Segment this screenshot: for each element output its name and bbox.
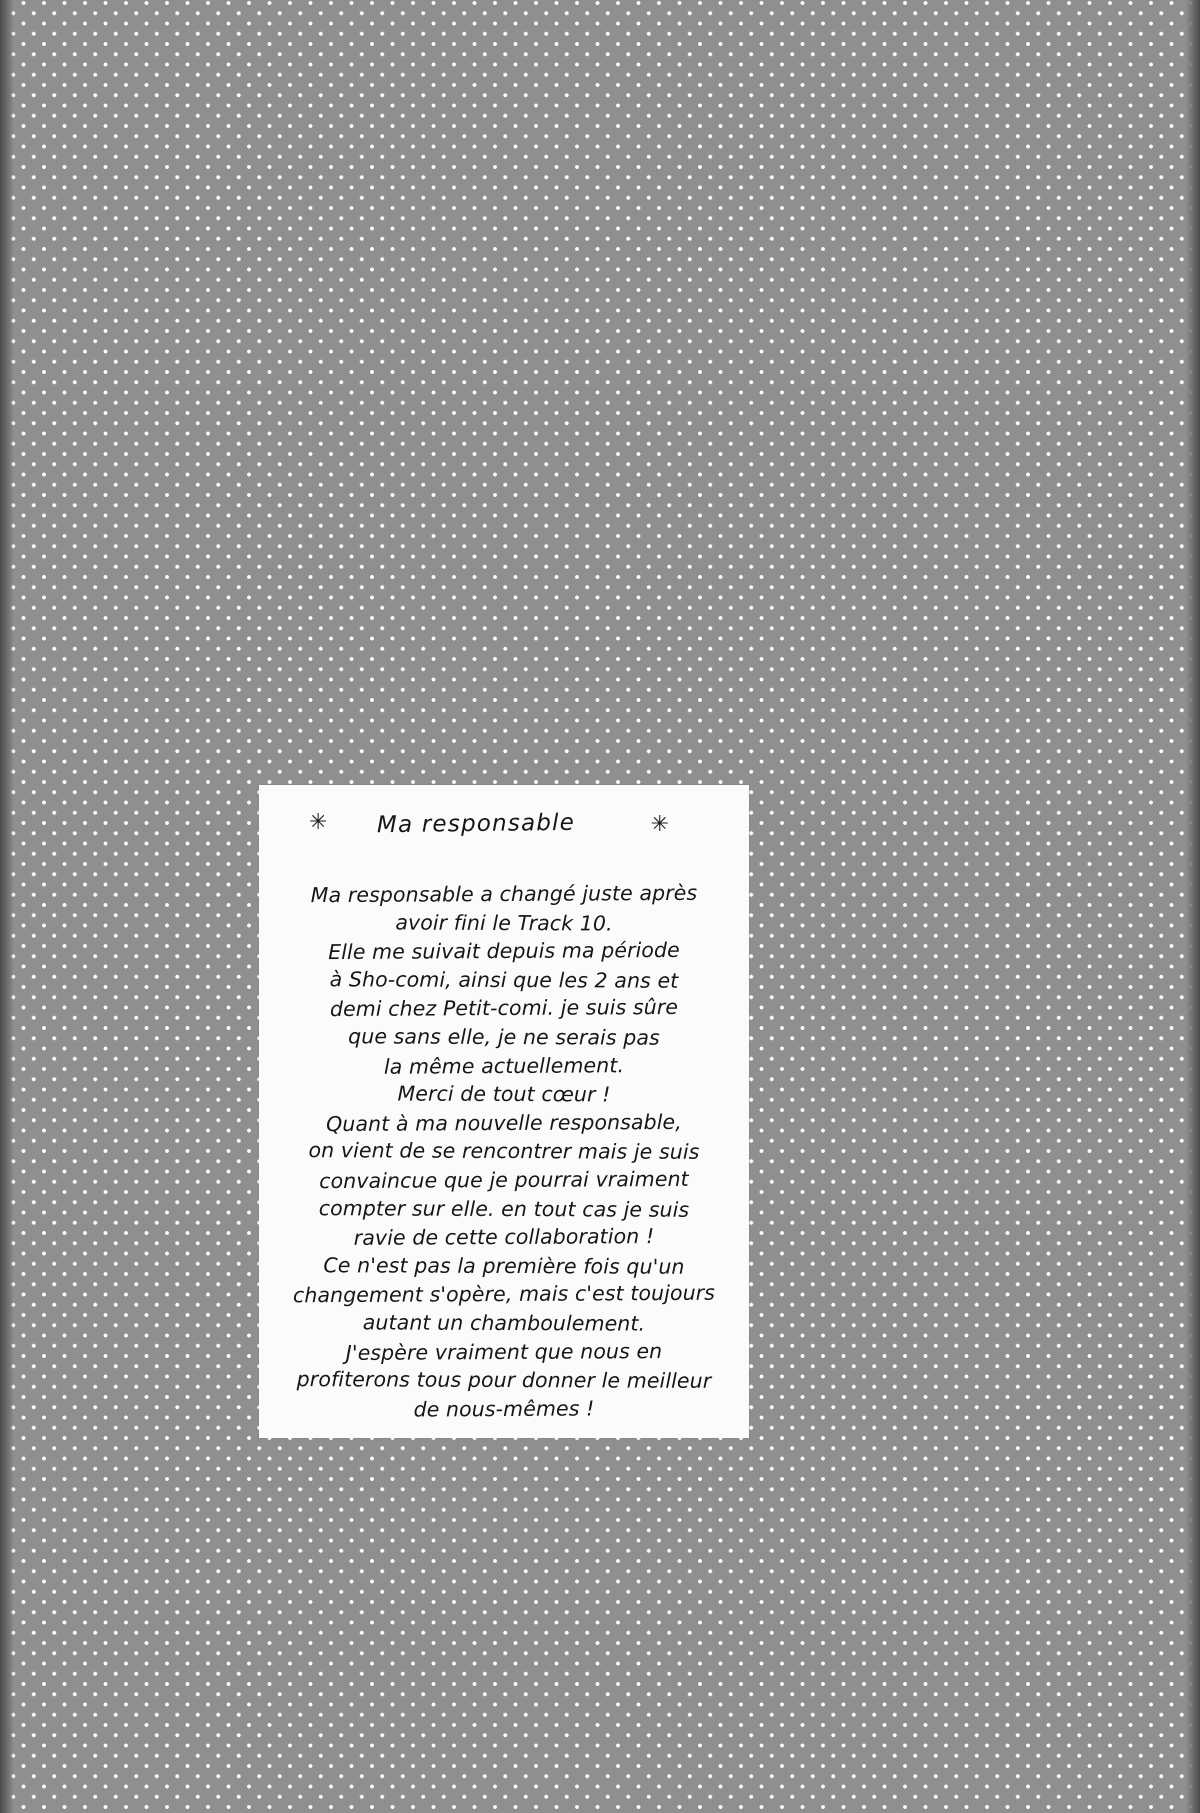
note-line: on vient de se rencontrer mais je suis [308,1138,700,1165]
star-icon-right: ✳ [650,812,669,837]
note-line: de nous-mêmes ! [413,1396,595,1422]
star-icon-left: ✳ [309,810,328,835]
note-line: profiterons tous pour donner le meilleur [296,1367,712,1393]
note-line: que sans elle, je ne serais pas [348,1024,660,1050]
note-line: avoir fini le Track 10. [395,910,613,936]
note-line: demi chez Petit-comi. je suis sûre [329,995,679,1022]
note-line: à Sho-comi, ainsi que les 2 ans et [329,967,679,993]
note-line: convaincue que je pourrai vraiment [319,1166,689,1194]
page-edge-right [1186,0,1200,1813]
note-line: Elle me suivait depuis ma période [328,938,680,965]
note-line: Quant à ma nouvelle responsable, [326,1109,682,1136]
page-edge-left [0,0,14,1813]
note-header [259,785,749,880]
note-line: la même actuellement. [383,1052,625,1079]
author-note-card [259,785,749,1438]
note-line: Ce n'est pas la première fois qu'un [323,1252,685,1279]
note-line: ravie de cette collaboration ! [353,1224,655,1251]
note-body [259,880,749,1423]
note-line: changement s'opère, mais c'est toujours [292,1281,716,1308]
note-title: Ma responsable [376,809,576,839]
note-line: compter sur elle. en tout cas je suis [318,1195,690,1222]
note-line: Ma responsable a changé juste après [310,880,698,908]
note-line: Merci de tout cœur ! [397,1081,611,1107]
note-line: J'espère vraiment que nous en [345,1338,663,1365]
note-line: autant un chamboulement. [362,1310,646,1336]
